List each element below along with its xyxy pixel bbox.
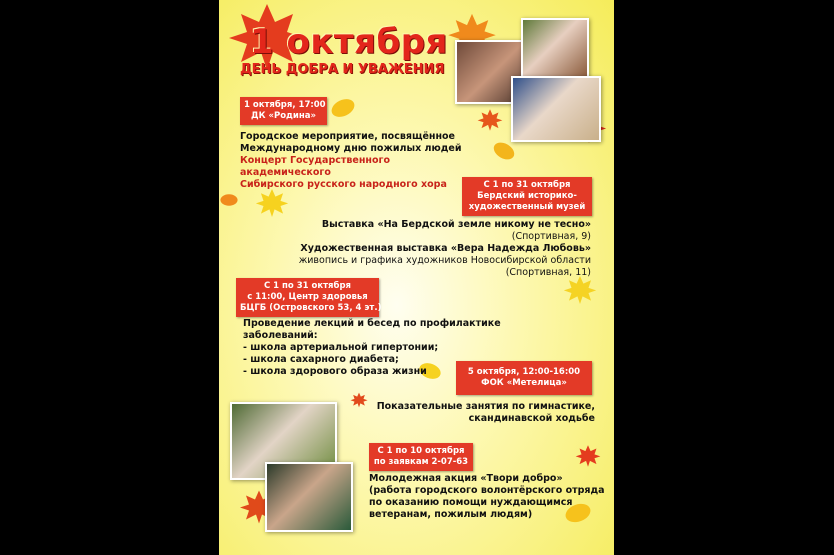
badge-line: БЦГБ (Островского 53, 4 эт.) bbox=[240, 303, 382, 313]
description-line: Городское мероприятие, посвящённое bbox=[240, 131, 455, 142]
badge-line: художественный музей bbox=[468, 202, 586, 212]
event-date-badge bbox=[462, 177, 592, 216]
badge-line: с 11:00, Центр здоровья bbox=[247, 292, 368, 302]
leaf-icon bbox=[219, 190, 239, 210]
badge-line: 5 октября, 12:00-16:00 bbox=[467, 367, 581, 377]
page-title: 1 октября bbox=[250, 22, 448, 62]
event-date-badge bbox=[240, 97, 327, 125]
description-line: (работа городского волонтёрского отряда bbox=[369, 485, 605, 496]
event-date-badge bbox=[236, 278, 382, 317]
leaf-icon bbox=[491, 140, 517, 162]
badge-line: Бердский историко- bbox=[477, 191, 577, 201]
photo-grandfather bbox=[511, 76, 601, 142]
photo-elderly-couple bbox=[265, 462, 353, 532]
maple-leaf-icon bbox=[477, 108, 503, 132]
badge-line: ДК «Родина» bbox=[251, 111, 316, 121]
description-line: Молодежная акция «Твори добро» bbox=[369, 473, 563, 484]
badge-line: С 1 по 31 октября bbox=[483, 180, 571, 190]
event-date-badge bbox=[369, 443, 473, 471]
badge-line: 1 октября, 17:00 bbox=[244, 100, 326, 110]
exhibition-title: Художественная выставка «Вера Надежда Любовь» bbox=[300, 243, 591, 254]
highlight-line: Концерт Государственного академического bbox=[240, 155, 390, 178]
badge-line: по заявкам 2-07-63 bbox=[373, 457, 469, 467]
event-description bbox=[369, 401, 595, 425]
leaf-icon bbox=[329, 96, 357, 120]
description-line: Проведение лекций и бесед по профилактике заболеваний: bbox=[243, 318, 501, 341]
exhibition-details: живопись и графика художников Новосибирской области bbox=[298, 255, 591, 266]
event-description bbox=[369, 473, 605, 521]
maple-leaf-icon bbox=[350, 392, 368, 408]
description-line: - школа артериальной гипертонии; bbox=[243, 342, 439, 353]
exhibition-title: Выставка «На Бердской земле никому не тесно» bbox=[321, 219, 591, 230]
description-line: Показательные занятия по гимнастике, bbox=[376, 401, 595, 412]
description-line: по оказанию помощи нуждающимся bbox=[369, 497, 573, 508]
maple-leaf-icon bbox=[575, 444, 601, 468]
poster bbox=[219, 0, 614, 555]
highlight-line: Сибирского русского народного хора bbox=[240, 179, 447, 190]
event-description bbox=[289, 219, 591, 279]
photo-grandmother bbox=[521, 18, 589, 80]
event-date-badge bbox=[456, 361, 592, 395]
description-line: Международному дню пожилых людей bbox=[240, 143, 462, 154]
badge-line: С 1 по 31 октября bbox=[263, 281, 351, 291]
description-line: скандинавской ходьбе bbox=[468, 413, 595, 424]
description-line: - школа сахарного диабета; bbox=[243, 354, 399, 365]
exhibition-address: (Спортивная, 11) bbox=[505, 267, 591, 278]
event-description bbox=[240, 131, 480, 191]
description-line: - школа здорового образа жизни bbox=[243, 366, 427, 377]
maple-leaf-icon bbox=[255, 188, 289, 218]
description-line: ветеранам, пожилым людям) bbox=[369, 509, 533, 520]
page-subtitle: ДЕНЬ ДОБРА И УВАЖЕНИЯ bbox=[240, 62, 445, 77]
badge-line: С 1 по 10 октября bbox=[377, 446, 465, 456]
badge-line: ФОК «Метелица» bbox=[481, 378, 567, 388]
exhibition-address: (Спортивная, 9) bbox=[511, 231, 591, 242]
